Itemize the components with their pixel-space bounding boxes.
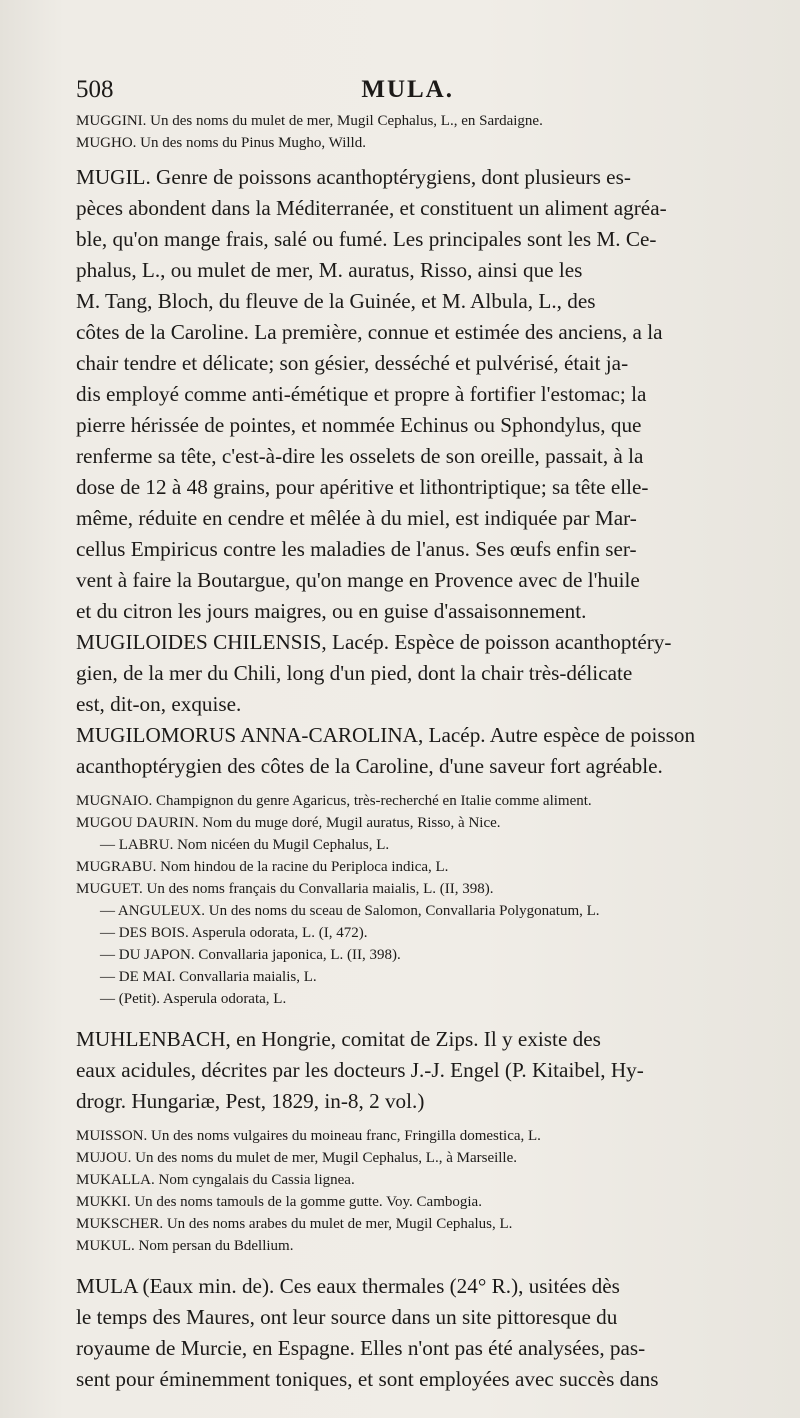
entry-mula: MULA (Eaux min. de). Ces eaux thermales (24° R.), usitées dès le temps des Maures, ont leur source dans un site pittoresque du royaume de Murcie, en Espagne. Elles n'ont pas été analysées, pas- sent pour éminemment toniques, et sont employées avec succès dans (76, 1274, 659, 1391)
entry-mujou: MUJOU. Un des noms du mulet de mer, Mugil Cephalus, L., à Marseille. (76, 1150, 518, 1166)
entry-mugho: MUGHO. Un des noms du Pinus Mugho, Willd. (76, 135, 366, 151)
entry-muguet-japon: — DU JAPON. Convallaria japonica, L. (II, 398). (100, 947, 401, 963)
entry-mugil: MUGIL. Genre de poissons acanthoptérygiens, dont plusieurs es- pèces abondent dans la Méditerranée, et constituent un aliment agréa- ble, qu'on mange frais, salé ou fumé. Les principales sont les M. Ce- phalus, L., ou mulet de mer, M. auratus, Risso, ainsi que les M. Tang, Bloch, du fleuve de la Guinée, et M. Albula, L., des côtes de la Caroline. La première, connue et estimée des anciens, a la chair tendre et délicate; son gésier, desséché et pulvérisé, était ja- dis employé comme anti-émétique et propre à fortifier l'estomac; la pierre hérissée de pointes, et nommée Echinus ou Sphondylus, que renferme sa tête, c'est-à-dire les osselets de son oreille, passait, à la dose de 12 à 48 grains, pour apéritive et lithontriptique; sa tête elle- même, réduite en cendre et mêlée à du miel, est indiquée par Mar- cellus Empiricus contre les maladies de l'anus. Ses œufs enfin ser- vent à faire la Boutargue, qu'on mange en Provence avec de l'huile et du citron les jours maigres, ou en guise d'assaisonnement. (76, 165, 667, 623)
entry-mukalla: MUKALLA. Nom cyngalais du Cassia lignea. (76, 1172, 355, 1188)
entry-mukki: MUKKI. Un des noms tamouls de la gomme gutte. Voy. Cambogia. (76, 1194, 482, 1210)
entry-muggini: MUGGINI. Un des noms du mulet de mer, Mugil Cephalus, L., en Sardaigne. (76, 113, 543, 129)
entry-muisson: MUISSON. Un des noms vulgaires du moineau franc, Fringilla domestica, L. (76, 1128, 541, 1144)
page-header (76, 76, 754, 104)
entry-mugiloides: MUGILOIDES CHILENSIS, Lacép. Espèce de poisson acanthoptéry- gien, de la mer du Chili, long d'un pied, dont la chair très-délicate est, dit-on, exquise. (76, 630, 672, 716)
entry-mukscher: MUKSCHER. Un des noms arabes du mulet de mer, Mugil Cephalus, L. (76, 1216, 513, 1232)
page-title: MULA. (361, 76, 454, 103)
entry-muguet-mai: — DE MAI. Convallaria maialis, L. (100, 969, 317, 985)
entry-mukul: MUKUL. Nom persan du Bdellium. (76, 1238, 294, 1254)
entry-muguet: MUGUET. Un des noms français du Convallaria maialis, L. (II, 398). (76, 881, 494, 897)
entry-mugou-labru: — LABRU. Nom nicéen du Mugil Cephalus, L. (100, 837, 390, 853)
entry-mugrabu: MUGRABU. Nom hindou de la racine du Periploca indica, L. (76, 859, 449, 875)
entry-muhlenbach: MUHLENBACH, en Hongrie, comitat de Zips. Il y existe des eaux acidules, décrites par les docteurs J.-J. Engel (P. Kitaibel, Hy- drogr. Hungariæ, Pest, 1829, in-8, 2 vol.) (76, 1027, 644, 1113)
entry-mugilomorus: MUGILOMORUS ANNA-CAROLINA, Lacép. Autre espèce de poisson acanthoptérygien des côtes de la Caroline, d'une saveur fort agréable. (76, 723, 696, 778)
entry-muguet-anguleux: — ANGULEUX. Un des noms du sceau de Salomon, Convallaria Polygonatum, L. (100, 903, 600, 919)
entry-mugou-daurin: MUGOU DAURIN. Nom du muge doré, Mugil auratus, Risso, à Nice. (76, 815, 501, 831)
page-number: 508 (76, 76, 114, 103)
entry-mugnaio: MUGNAIO. Champignon du genre Agaricus, très-recherché en Italie comme aliment. (76, 793, 592, 809)
entry-muguet-petit: — (Petit). Asperula odorata, L. (100, 991, 287, 1007)
entry-muguet-bois: — DES BOIS. Asperula odorata, L. (I, 472). (100, 925, 368, 941)
